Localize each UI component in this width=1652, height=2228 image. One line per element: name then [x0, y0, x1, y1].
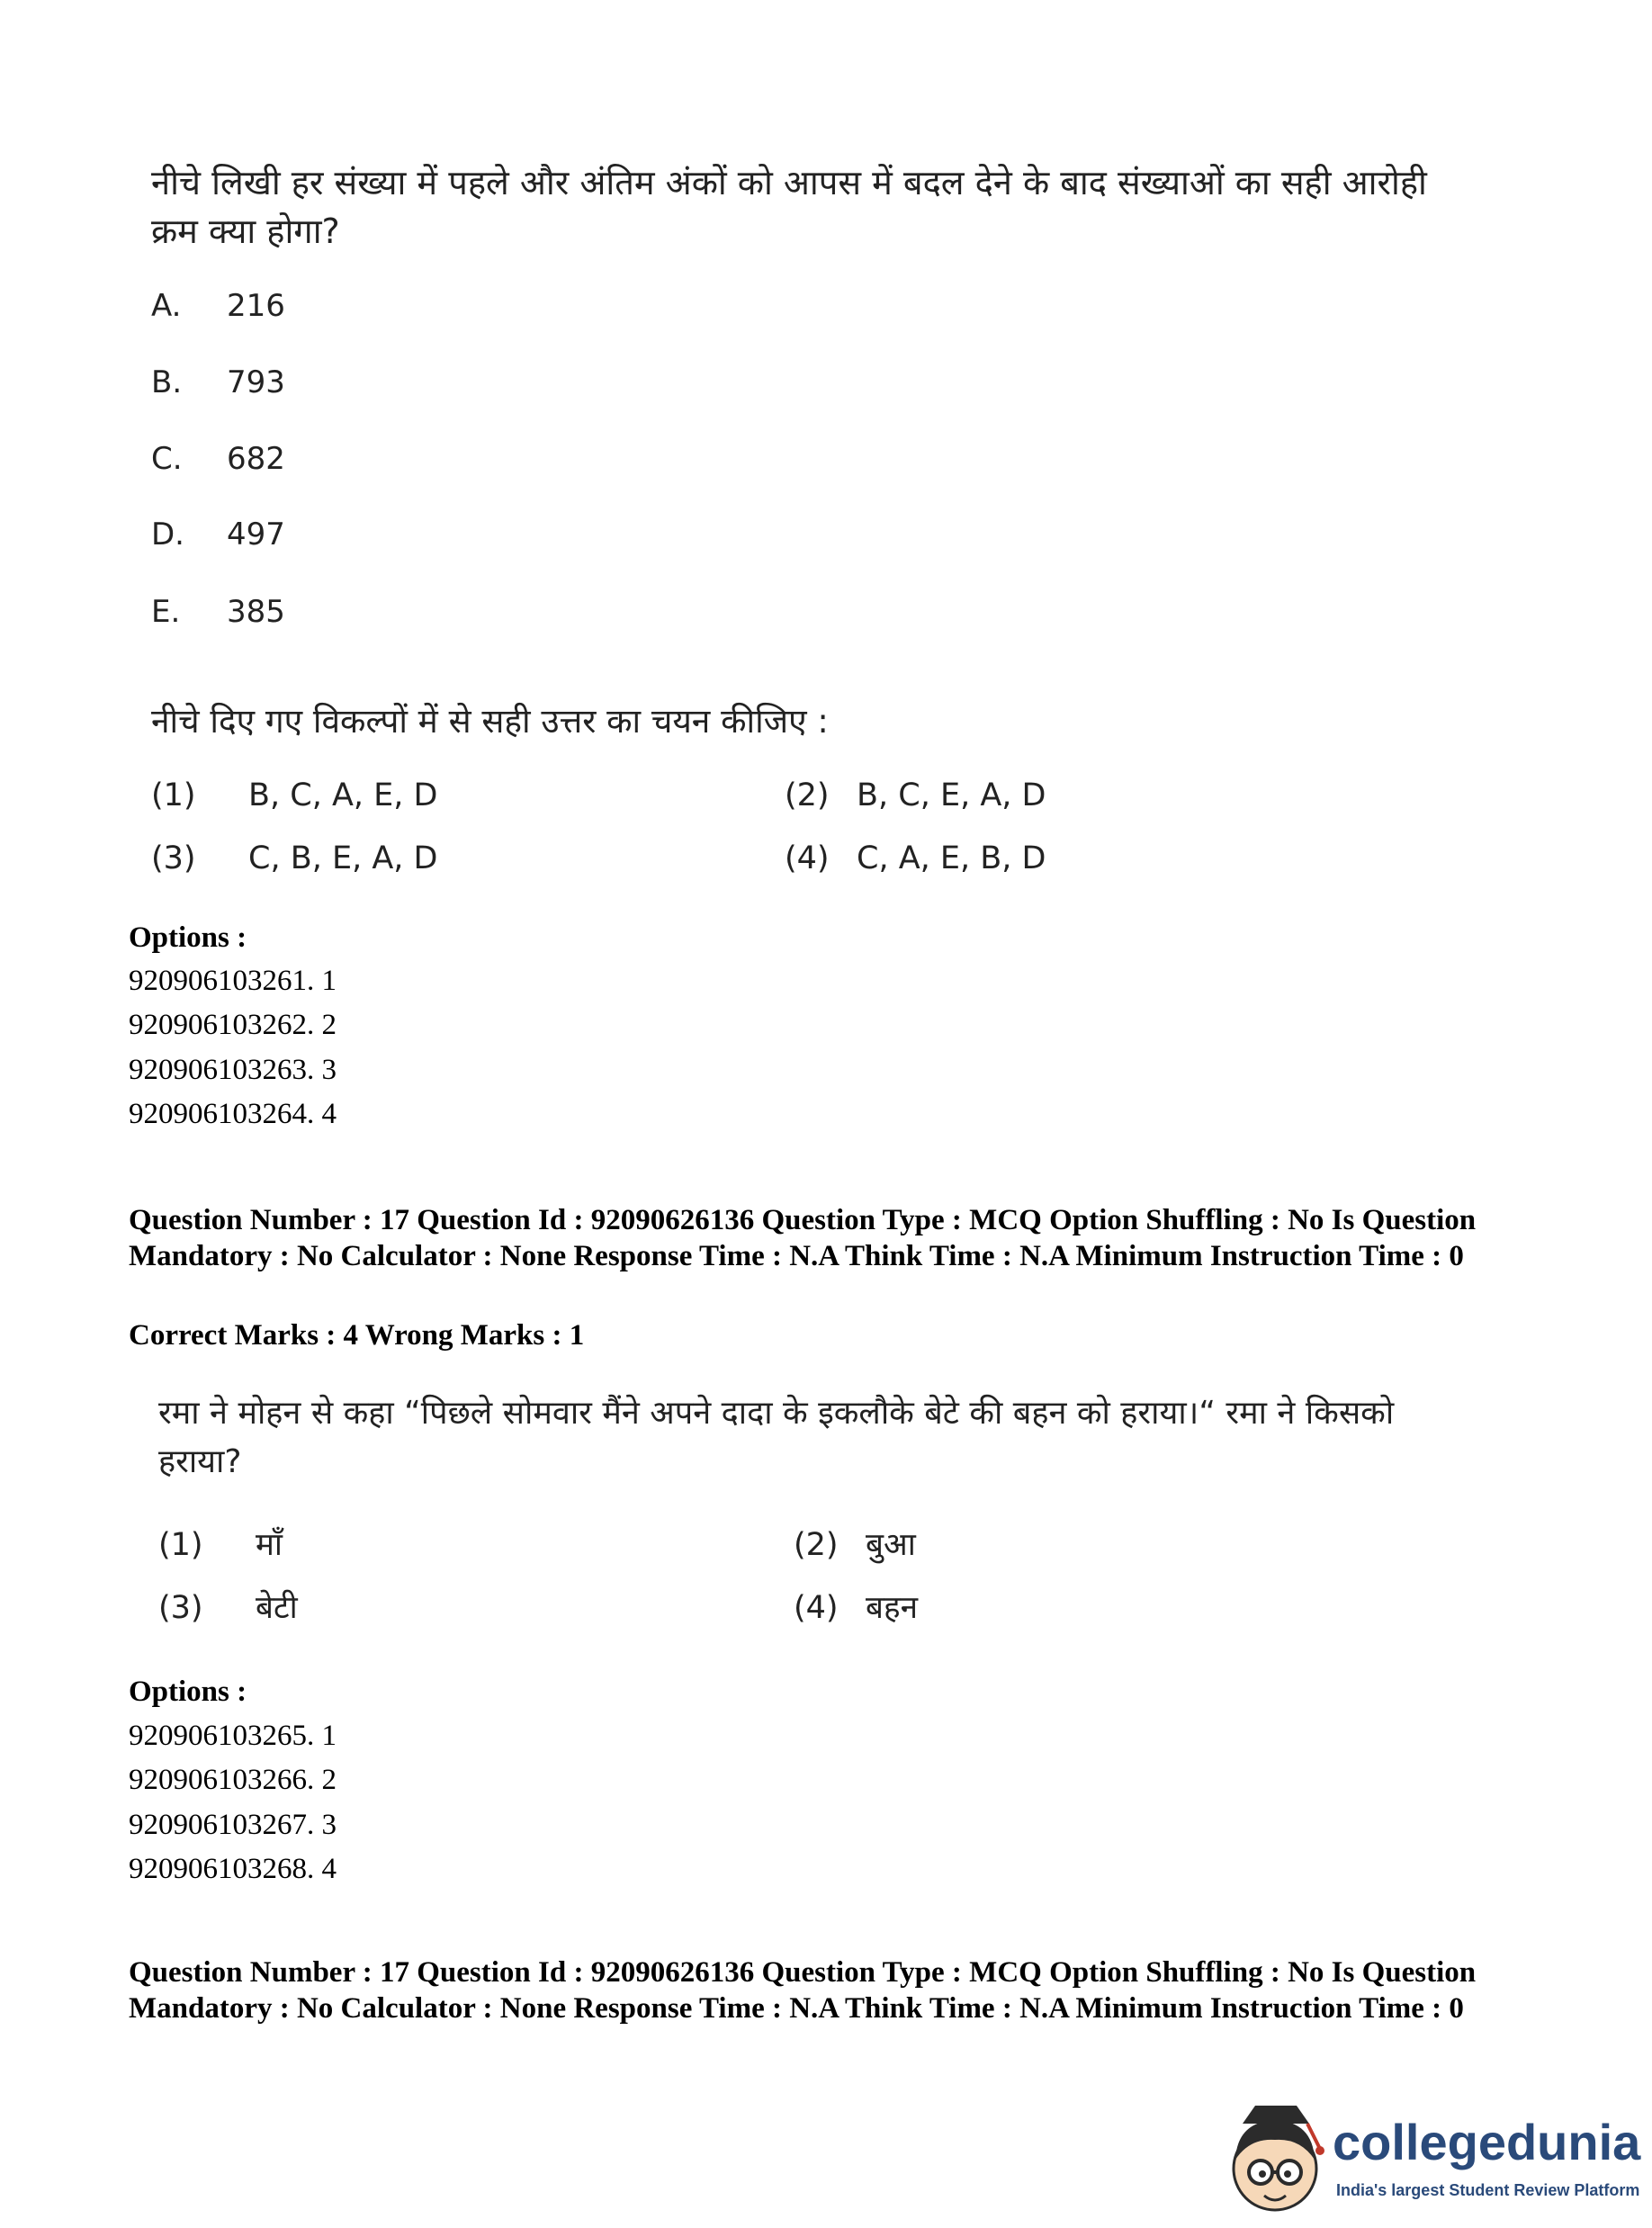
list-item-e [151, 594, 285, 630]
choice-text: बुआ [866, 1527, 916, 1563]
list-item-b [151, 364, 285, 400]
choice-number: (3) [158, 1590, 203, 1626]
logo-wordmark: collegedunia [1333, 2114, 1641, 2170]
choice-text: B, C, E, A, D [857, 777, 1046, 813]
q1-choice-1 [151, 777, 437, 813]
choice-text: बेटी [256, 1590, 298, 1626]
choice-number: (1) [151, 777, 196, 813]
item-label: B. [151, 364, 183, 400]
choice-number: (4) [785, 840, 830, 876]
choice-number: (4) [794, 1590, 839, 1626]
item-value: 682 [227, 441, 285, 477]
question-meta: Question Number : 17 Question Id : 92090626136 Question Type : MCQ Option Shuffling : No Is Question Mandatory : No Calculator : None Response Time : N.A Think Time : N.A Minimum Instruction Time : 0 [129, 1956, 1477, 2025]
choice-text: बहन [866, 1590, 918, 1626]
choice-text: माँ [256, 1527, 283, 1563]
item-value: 793 [227, 364, 285, 400]
q1-choice-4 [785, 840, 1046, 876]
item-label: D. [151, 517, 184, 553]
option-line: 920906103266. 2 [129, 1764, 337, 1796]
item-value: 497 [227, 517, 285, 553]
item-value: 385 [227, 594, 285, 630]
list-item-d [151, 517, 285, 553]
list-item-a [151, 288, 285, 324]
question-2-text: रमा ने मोहन से कहा “पिछले सोमवार मैंने अपने दादा के इकलौके बेटे की बहन को हराया।“ रमा ने किसको हराया? [158, 1395, 1395, 1480]
option-line: 920906103267. 3 [129, 1809, 337, 1841]
item-label: C. [151, 441, 183, 477]
option-line: 920906103265. 1 [129, 1720, 337, 1752]
item-label: E. [151, 594, 181, 630]
question-1-text: नीचे लिखी हर संख्या में पहले और अंतिम अंकों को आपस में बदल देने के बाद संख्याओं का सही आरोही क्रम क्या होगा? [151, 163, 1427, 251]
choice-text: B, C, A, E, D [248, 777, 438, 813]
q2-choice-4 [794, 1586, 918, 1628]
instruction-text: नीचे दिए गए विकल्पों में से सही उत्तर का चयन कीजिए : [151, 702, 829, 741]
option-line: 920906103261. 1 [129, 965, 337, 997]
options-heading: Options : [129, 1675, 247, 1708]
q1-choice-2 [785, 777, 1046, 813]
collegedunia-logo [1219, 2097, 1641, 2223]
question-meta: Question Number : 17 Question Id : 92090626136 Question Type : MCQ Option Shuffling : No Is Question Mandatory : No Calculator : None Response Time : N.A Think Time : N.A Minimum Instruction Time : 0 [129, 1204, 1477, 1272]
q2-choice-2 [794, 1523, 916, 1565]
choice-number: (2) [794, 1527, 839, 1563]
item-value: 216 [227, 288, 285, 324]
list-item-c [151, 441, 285, 477]
option-line: 920906103264. 4 [129, 1098, 337, 1130]
choice-number: (2) [785, 777, 830, 813]
option-line: 920906103263. 3 [129, 1054, 337, 1086]
option-line: 920906103262. 2 [129, 1009, 337, 1041]
choice-text: C, A, E, B, D [857, 840, 1046, 876]
item-label: A. [151, 288, 182, 324]
q2-choice-3 [158, 1586, 298, 1628]
choice-number: (1) [158, 1527, 203, 1563]
logo-tagline: India's largest Student Review Platform [1336, 2181, 1640, 2199]
marks-info: Correct Marks : 4 Wrong Marks : 1 [129, 1319, 585, 1352]
choice-text: C, B, E, A, D [248, 840, 438, 876]
choice-number: (3) [151, 840, 196, 876]
q1-choice-3 [151, 840, 437, 876]
mascot-icon [1219, 2097, 1336, 2223]
options-heading: Options : [129, 921, 247, 954]
option-line: 920906103268. 4 [129, 1853, 337, 1885]
q2-choice-1 [158, 1523, 283, 1565]
